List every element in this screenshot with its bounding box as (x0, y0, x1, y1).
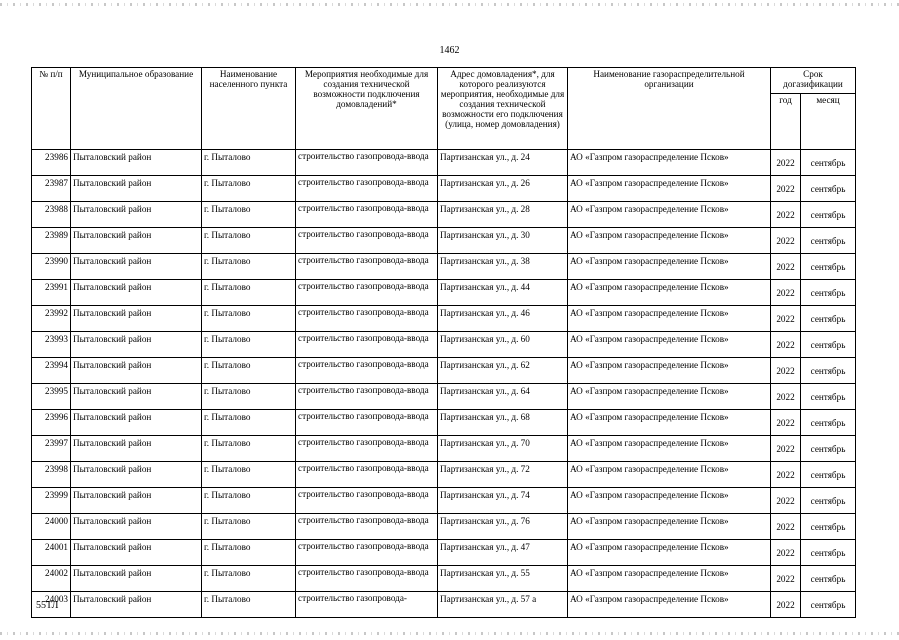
cell-settlement: г. Пыталово (202, 436, 296, 462)
cell-address: Партизанская ул., д. 28 (438, 202, 568, 228)
cell-address: Партизанская ул., д. 55 (438, 566, 568, 592)
cell-settlement: г. Пыталово (202, 254, 296, 280)
cell-address: Партизанская ул., д. 24 (438, 150, 568, 176)
cell-address: Партизанская ул., д. 68 (438, 410, 568, 436)
header-measures: Мероприятия необходимые для создания технической возможности подключения домовладений* (296, 68, 438, 150)
cell-num: 23990 (32, 254, 71, 280)
cell-address: Партизанская ул., д. 46 (438, 306, 568, 332)
table-row (32, 514, 856, 540)
table-row (32, 436, 856, 462)
cell-organization: АО «Газпром газораспределение Псков» (568, 384, 771, 410)
cell-municipality: Пыталовский район (71, 592, 202, 618)
cell-settlement: г. Пыталово (202, 150, 296, 176)
cell-municipality: Пыталовский район (71, 280, 202, 306)
cell-settlement: г. Пыталово (202, 566, 296, 592)
cell-num: 24001 (32, 540, 71, 566)
table-row (32, 410, 856, 436)
cell-settlement: г. Пыталово (202, 488, 296, 514)
header-address: Адрес домовладения*, для которого реализуются мероприятия, необходимые для создания технической возможности его подключения (улица, номер домовладения) (438, 68, 568, 150)
cell-address: Партизанская ул., д. 62 (438, 358, 568, 384)
cell-settlement: г. Пыталово (202, 410, 296, 436)
header-year: год (771, 94, 801, 150)
cell-settlement: г. Пыталово (202, 592, 296, 618)
cell-year: 2022 (771, 514, 801, 540)
table-row (32, 462, 856, 488)
cell-year: 2022 (771, 488, 801, 514)
cell-measure: строительство газопровода- (296, 592, 438, 618)
cell-num: 23995 (32, 384, 71, 410)
header-settlement: Наименование населенного пункта (202, 68, 296, 150)
cell-month: сентябрь (801, 254, 856, 280)
cell-measure: строительство газопровода-ввода (296, 488, 438, 514)
cell-municipality: Пыталовский район (71, 254, 202, 280)
cell-organization: АО «Газпром газораспределение Псков» (568, 488, 771, 514)
header-term: Срок догазификации (771, 68, 856, 94)
cell-organization: АО «Газпром газораспределение Псков» (568, 254, 771, 280)
header-num: № п/п (32, 68, 71, 150)
header-row (32, 68, 856, 94)
cell-address: Партизанская ул., д. 26 (438, 176, 568, 202)
cell-measure: строительство газопровода-ввода (296, 228, 438, 254)
cell-month: сентябрь (801, 384, 856, 410)
cell-year: 2022 (771, 410, 801, 436)
cell-measure: строительство газопровода-ввода (296, 462, 438, 488)
header-month: месяц (801, 94, 856, 150)
cell-measure: строительство газопровода-ввода (296, 566, 438, 592)
cell-month: сентябрь (801, 306, 856, 332)
cell-organization: АО «Газпром газораспределение Псков» (568, 436, 771, 462)
cell-measure: строительство газопровода-ввода (296, 280, 438, 306)
cell-measure: строительство газопровода-ввода (296, 410, 438, 436)
cell-num: 23989 (32, 228, 71, 254)
cell-address: Партизанская ул., д. 47 (438, 540, 568, 566)
scan-edge-bottom (0, 632, 899, 635)
cell-measure: строительство газопровода-ввода (296, 202, 438, 228)
cell-month: сентябрь (801, 410, 856, 436)
cell-settlement: г. Пыталово (202, 176, 296, 202)
cell-municipality: Пыталовский район (71, 488, 202, 514)
cell-settlement: г. Пыталово (202, 540, 296, 566)
cell-organization: АО «Газпром газораспределение Псков» (568, 540, 771, 566)
cell-month: сентябрь (801, 280, 856, 306)
table-row (32, 358, 856, 384)
cell-municipality: Пыталовский район (71, 202, 202, 228)
cell-num: 23999 (32, 488, 71, 514)
cell-num: 24002 (32, 566, 71, 592)
cell-measure: строительство газопровода-ввода (296, 436, 438, 462)
cell-municipality: Пыталовский район (71, 566, 202, 592)
cell-num: 23996 (32, 410, 71, 436)
cell-settlement: г. Пыталово (202, 228, 296, 254)
cell-year: 2022 (771, 176, 801, 202)
cell-address: Партизанская ул., д. 70 (438, 436, 568, 462)
table-row (32, 176, 856, 202)
cell-settlement: г. Пыталово (202, 332, 296, 358)
cell-year: 2022 (771, 358, 801, 384)
table-row (32, 280, 856, 306)
cell-address: Партизанская ул., д. 76 (438, 514, 568, 540)
cell-month: сентябрь (801, 228, 856, 254)
cell-settlement: г. Пыталово (202, 514, 296, 540)
cell-month: сентябрь (801, 462, 856, 488)
gasification-table (31, 67, 856, 618)
table-row (32, 540, 856, 566)
table-row (32, 332, 856, 358)
cell-measure: строительство газопровода-ввода (296, 384, 438, 410)
cell-organization: АО «Газпром газораспределение Псков» (568, 306, 771, 332)
cell-address: Партизанская ул., д. 30 (438, 228, 568, 254)
cell-address: Партизанская ул., д. 72 (438, 462, 568, 488)
cell-settlement: г. Пыталово (202, 280, 296, 306)
cell-year: 2022 (771, 462, 801, 488)
cell-year: 2022 (771, 540, 801, 566)
cell-month: сентябрь (801, 540, 856, 566)
cell-num: 23988 (32, 202, 71, 228)
cell-year: 2022 (771, 592, 801, 618)
cell-measure: строительство газопровода-ввода (296, 176, 438, 202)
table-row (32, 254, 856, 280)
table-body (32, 150, 856, 618)
cell-settlement: г. Пыталово (202, 462, 296, 488)
cell-organization: АО «Газпром газораспределение Псков» (568, 280, 771, 306)
cell-year: 2022 (771, 280, 801, 306)
scan-edge-top (0, 3, 899, 6)
cell-municipality: Пыталовский район (71, 228, 202, 254)
cell-municipality: Пыталовский район (71, 514, 202, 540)
cell-municipality: Пыталовский район (71, 540, 202, 566)
footer-code: 55ТЛ (36, 600, 59, 611)
cell-settlement: г. Пыталово (202, 384, 296, 410)
cell-month: сентябрь (801, 150, 856, 176)
cell-month: сентябрь (801, 202, 856, 228)
cell-num: 23992 (32, 306, 71, 332)
cell-organization: АО «Газпром газораспределение Псков» (568, 410, 771, 436)
cell-measure: строительство газопровода-ввода (296, 150, 438, 176)
cell-address: Партизанская ул., д. 64 (438, 384, 568, 410)
cell-num: 23991 (32, 280, 71, 306)
cell-num: 24000 (32, 514, 71, 540)
cell-measure: строительство газопровода-ввода (296, 358, 438, 384)
cell-num: 23994 (32, 358, 71, 384)
cell-municipality: Пыталовский район (71, 332, 202, 358)
cell-address: Партизанская ул., д. 74 (438, 488, 568, 514)
cell-municipality: Пыталовский район (71, 358, 202, 384)
cell-num: 23987 (32, 176, 71, 202)
cell-measure: строительство газопровода-ввода (296, 254, 438, 280)
table-row (32, 150, 856, 176)
table-row (32, 592, 856, 618)
cell-organization: АО «Газпром газораспределение Псков» (568, 150, 771, 176)
cell-address: Партизанская ул., д. 38 (438, 254, 568, 280)
cell-month: сентябрь (801, 592, 856, 618)
cell-address: Партизанская ул., д. 57 а (438, 592, 568, 618)
cell-organization: АО «Газпром газораспределение Псков» (568, 202, 771, 228)
cell-organization: АО «Газпром газораспределение Псков» (568, 176, 771, 202)
cell-organization: АО «Газпром газораспределение Псков» (568, 566, 771, 592)
cell-num: 23998 (32, 462, 71, 488)
cell-year: 2022 (771, 228, 801, 254)
cell-year: 2022 (771, 150, 801, 176)
cell-organization: АО «Газпром газораспределение Псков» (568, 358, 771, 384)
cell-year: 2022 (771, 384, 801, 410)
cell-month: сентябрь (801, 436, 856, 462)
cell-address: Партизанская ул., д. 44 (438, 280, 568, 306)
cell-organization: АО «Газпром газораспределение Псков» (568, 514, 771, 540)
cell-municipality: Пыталовский район (71, 436, 202, 462)
cell-municipality: Пыталовский район (71, 410, 202, 436)
cell-municipality: Пыталовский район (71, 150, 202, 176)
cell-organization: АО «Газпром газораспределение Псков» (568, 592, 771, 618)
table-row (32, 202, 856, 228)
cell-organization: АО «Газпром газораспределение Псков» (568, 332, 771, 358)
cell-measure: строительство газопровода-ввода (296, 332, 438, 358)
table-row (32, 228, 856, 254)
cell-settlement: г. Пыталово (202, 202, 296, 228)
cell-settlement: г. Пыталово (202, 306, 296, 332)
cell-settlement: г. Пыталово (202, 358, 296, 384)
cell-measure: строительство газопровода-ввода (296, 306, 438, 332)
cell-measure: строительство газопровода-ввода (296, 514, 438, 540)
cell-year: 2022 (771, 332, 801, 358)
page-number: 1462 (439, 45, 460, 56)
cell-organization: АО «Газпром газораспределение Псков» (568, 462, 771, 488)
header-organization: Наименование газораспределительной организации (568, 68, 771, 150)
cell-municipality: Пыталовский район (71, 384, 202, 410)
cell-month: сентябрь (801, 358, 856, 384)
cell-month: сентябрь (801, 566, 856, 592)
cell-year: 2022 (771, 254, 801, 280)
cell-municipality: Пыталовский район (71, 176, 202, 202)
cell-month: сентябрь (801, 332, 856, 358)
cell-num: 24003 (32, 592, 71, 618)
cell-municipality: Пыталовский район (71, 462, 202, 488)
cell-num: 23997 (32, 436, 71, 462)
cell-month: сентябрь (801, 488, 856, 514)
table-row (32, 566, 856, 592)
cell-measure: строительство газопровода-ввода (296, 540, 438, 566)
cell-month: сентябрь (801, 176, 856, 202)
cell-municipality: Пыталовский район (71, 306, 202, 332)
cell-year: 2022 (771, 436, 801, 462)
cell-num: 23993 (32, 332, 71, 358)
cell-address: Партизанская ул., д. 60 (438, 332, 568, 358)
cell-num: 23986 (32, 150, 71, 176)
cell-year: 2022 (771, 306, 801, 332)
cell-month: сентябрь (801, 514, 856, 540)
cell-year: 2022 (771, 202, 801, 228)
cell-year: 2022 (771, 566, 801, 592)
table-row (32, 488, 856, 514)
cell-organization: АО «Газпром газораспределение Псков» (568, 228, 771, 254)
header-municipality: Муниципальное образование (71, 68, 202, 150)
table-row (32, 306, 856, 332)
table-row (32, 384, 856, 410)
